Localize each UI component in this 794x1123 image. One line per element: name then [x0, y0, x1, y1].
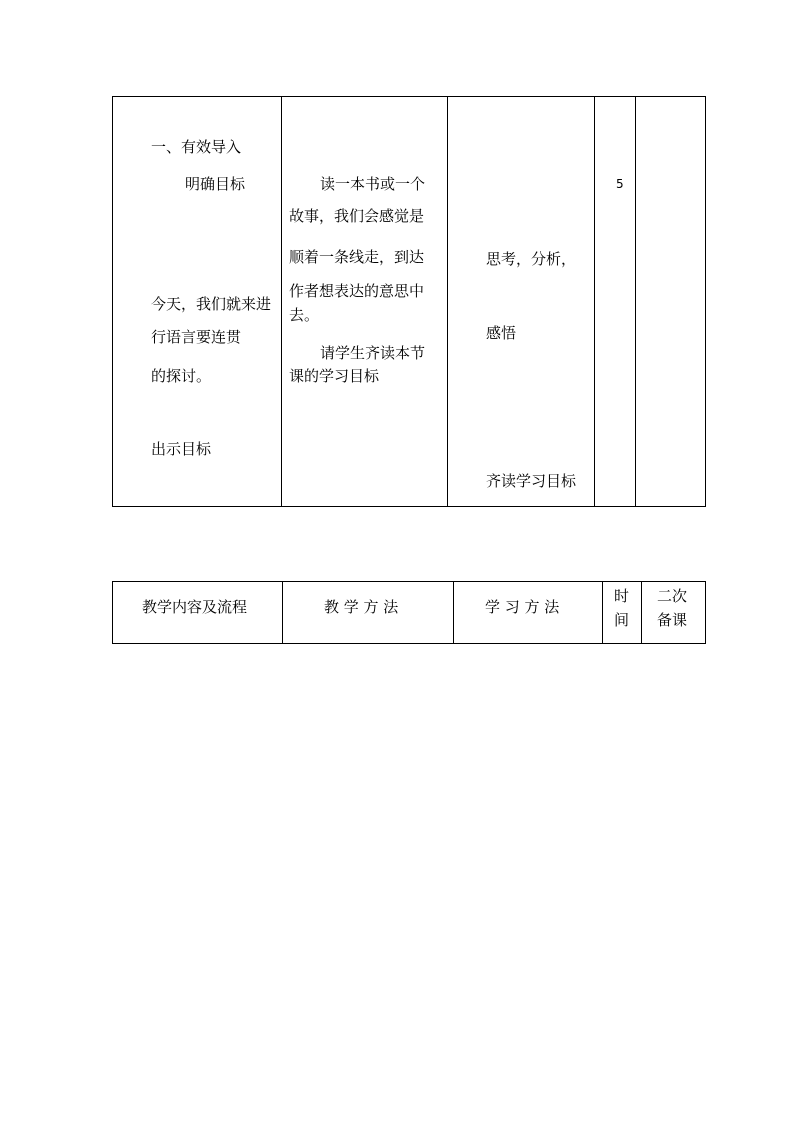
column-divider: [641, 582, 642, 643]
header-second-prep: 二次: [657, 587, 688, 605]
header-time: 时: [614, 587, 630, 605]
column-divider: [594, 97, 595, 506]
header-content-flow: 教学内容及流程: [142, 598, 248, 616]
content-step-subtitle: 明确目标: [185, 175, 246, 193]
header-second-prep: 备课: [657, 611, 688, 629]
learning-text-line: 思考，分析，: [486, 250, 577, 268]
method-text-line: 课的学习目标: [289, 367, 380, 385]
content-text-line: 出示目标: [151, 440, 212, 458]
header-table: [112, 581, 706, 644]
method-text-line: 顺着一条线走，到达: [289, 248, 425, 266]
method-text-line: 故事，我们会感觉是: [289, 207, 425, 225]
method-text-line: 读一本书或一个: [320, 175, 426, 193]
header-learning-method: 学 习 方 法: [485, 598, 560, 616]
column-divider: [453, 582, 454, 643]
content-text-line: 的探讨。: [151, 367, 212, 385]
method-text-line: 请学生齐读本节: [320, 344, 426, 362]
lesson-table: [112, 96, 706, 507]
time-value: 5: [616, 177, 624, 191]
column-divider: [635, 97, 636, 506]
learning-text-line: 齐读学习目标: [486, 472, 577, 490]
header-time: 间: [614, 611, 630, 629]
method-text-line: 去。: [289, 306, 320, 324]
column-divider: [281, 97, 282, 506]
column-divider: [282, 582, 283, 643]
method-text-line: 作者想表达的意思中: [289, 282, 425, 300]
content-text-line: 今天，我们就来进: [151, 295, 272, 313]
column-divider: [447, 97, 448, 506]
learning-text-line: 感悟: [486, 324, 517, 342]
content-step-title: 一、有效导入: [151, 138, 242, 156]
content-text-line: 行语言要连贯: [151, 328, 242, 346]
column-divider: [602, 582, 603, 643]
header-teaching-method: 教 学 方 法: [324, 598, 399, 616]
